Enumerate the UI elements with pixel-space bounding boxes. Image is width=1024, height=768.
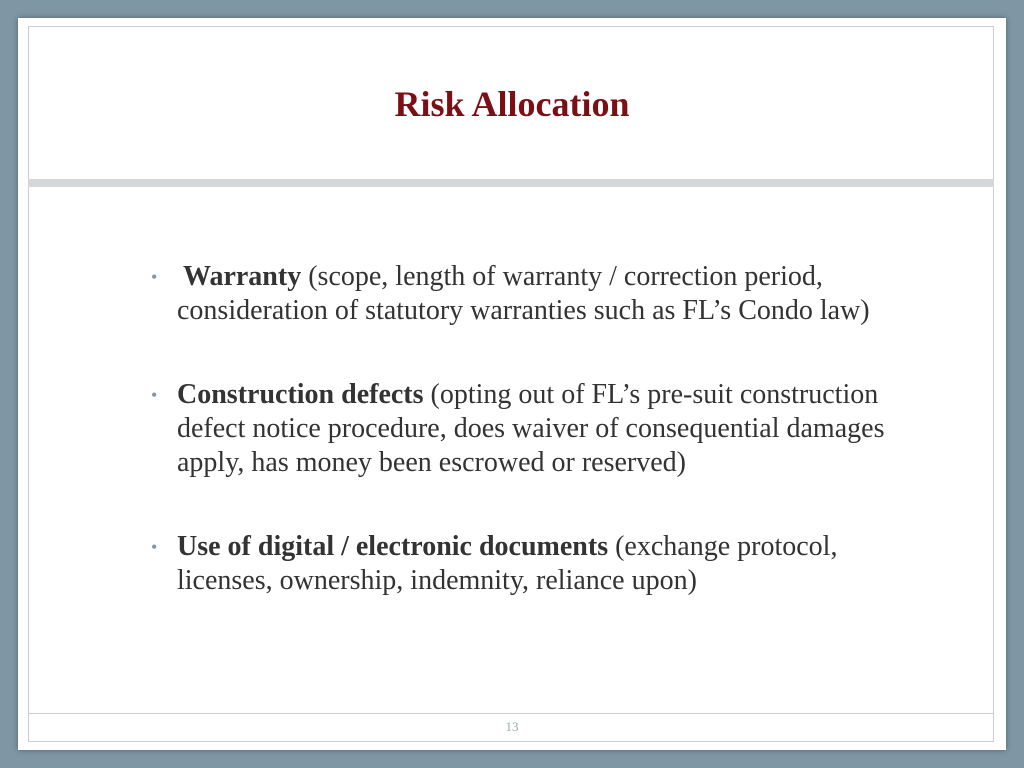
bullet-digital-documents <box>151 530 931 598</box>
bullet-marker-icon: • <box>151 385 158 405</box>
title-divider <box>28 179 994 187</box>
bullet-marker-icon: • <box>151 267 158 287</box>
bullet-warranty <box>151 260 931 328</box>
slide-title: Risk Allocation <box>394 84 630 124</box>
bullet-text: (exchange protocol, licenses, ownership, indemnity, reliance upon) <box>177 531 838 596</box>
bullet-term: Construction defects <box>177 379 424 410</box>
bullet-text: (scope, length of warranty / correction period, consideration of statutory warranties such as FL’s Condo law) <box>177 261 870 326</box>
bullet-text: (opting out of FL’s pre-suit construction defect notice procedure, does waiver of consequential damages apply, has money been escrowed or reserved) <box>177 379 885 478</box>
bullet-list <box>151 260 931 648</box>
bullet-term: Use of digital / electronic documents <box>177 531 609 562</box>
bullet-marker-icon: • <box>151 537 158 557</box>
bullet-term: Warranty <box>183 261 302 292</box>
slide <box>18 18 1006 750</box>
page-number: 13 <box>505 719 519 734</box>
footer-divider <box>28 713 994 714</box>
bullet-construction-defects <box>151 378 931 480</box>
